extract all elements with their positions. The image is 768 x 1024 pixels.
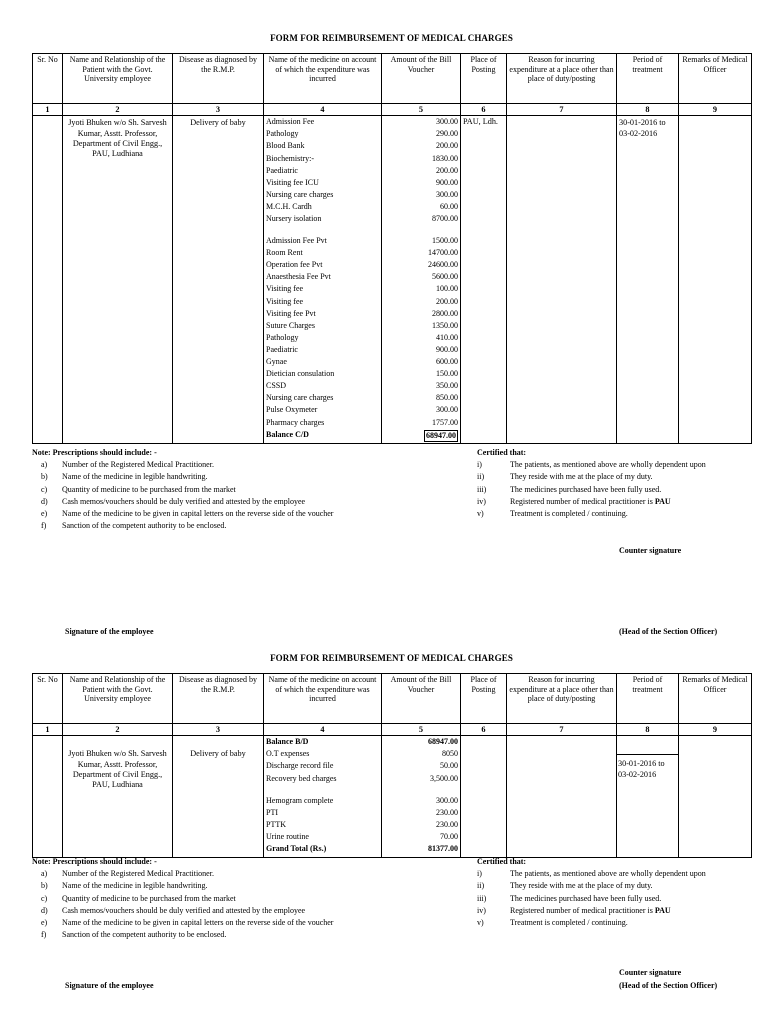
col-number: 8 [617, 724, 679, 736]
medicine-name: Dietician consulation [266, 369, 335, 379]
medicine-name: Suture Charges [266, 320, 315, 330]
header-row [33, 674, 752, 724]
certified-heading: Certified that: [477, 448, 527, 457]
medicine-amount: 200.00 [436, 296, 458, 306]
medicine-name: Balance C/D [266, 429, 309, 439]
prescription-notes [32, 857, 412, 942]
certified-list [477, 460, 768, 521]
prescription-notes [32, 448, 412, 533]
sr-no-cell [33, 116, 63, 443]
balance-total: 68947.00 [426, 430, 456, 440]
note-list [32, 460, 412, 533]
certified-item: iii) The medicines purchased have been fully used. [477, 484, 662, 494]
remarks-cell [679, 116, 752, 443]
col-number: 6 [461, 104, 507, 116]
medicine-name: O.T expenses [266, 749, 310, 759]
col-number: 9 [679, 724, 752, 736]
medicine-amount: 8050 [442, 749, 458, 759]
medicine-amount: 1757.00 [432, 417, 458, 427]
certified-item: v) Treatment is completed / continuing. [477, 508, 628, 518]
section-officer-label: (Head of the Section Officer) [619, 981, 718, 990]
medicine-amount: 1500.00 [432, 236, 458, 246]
medicine-amount: 2800.00 [432, 308, 458, 318]
header-sr-no: Sr. No [33, 674, 63, 724]
medicine-amount: 600.00 [436, 357, 458, 367]
medicine-amount: 70.00 [440, 831, 458, 841]
section-officer-label: (Head of the Section Officer) [619, 627, 718, 636]
col-number: 3 [173, 724, 264, 736]
medicine-name: Urine routine [266, 831, 309, 841]
reimbursement-form-1 [32, 33, 751, 444]
medicine-list [266, 737, 379, 856]
note-item: b) Name of the medicine in legible handwriting. [41, 881, 208, 891]
medicine-name: CSSD [266, 381, 287, 391]
medicine-amount: 900.00 [436, 344, 458, 354]
medicine-name: Visiting fee Pvt [266, 308, 316, 318]
col-number: 4 [264, 724, 382, 736]
col-number: 3 [173, 104, 264, 116]
note-item: f) Sanction of the competent authority to be enclosed. [41, 930, 227, 940]
medicine-amount: 230.00 [436, 819, 458, 829]
col-number: 7 [507, 724, 617, 736]
certified-heading: Certified that: [477, 857, 527, 866]
note-item: f) Sanction of the competent authority to be enclosed. [41, 521, 227, 531]
patient-cell: Jyoti Bhuken w/o Sh. Sarvesh Kumar, Asstt. Professor, Department of Civil Engg., PAU, Ludhiana [63, 736, 173, 858]
header-amount: Amount of the Bill Voucher [382, 674, 461, 724]
medicine-amount: 81377.00 [428, 844, 458, 853]
medicine-name: Balance B/D [266, 737, 309, 747]
medicine-name: PTTK [266, 819, 286, 829]
column-number-row [33, 104, 752, 116]
medicine-name: Biochemistry:- [266, 153, 314, 163]
note-item: a) Number of the Registered Medical Practitioner. [41, 460, 214, 470]
certified-item: iii) The medicines purchased have been fully used. [477, 893, 662, 903]
medicine-name: Anaesthesia Fee Pvt [266, 272, 331, 282]
period-cell: 30-01-2016 to 03-02-2016 [617, 116, 679, 443]
medicine-name: Pathology [266, 332, 299, 342]
header-period: Period of treatment [617, 674, 679, 724]
header-place: Place of Posting [461, 54, 507, 104]
medicine-name: Nursery isolation [266, 214, 322, 223]
medicine-amount: 300.00 [436, 795, 458, 805]
medicine-name: Paediatric [266, 344, 298, 354]
medicine-amount: 8700.00 [432, 214, 458, 223]
medicine-amount: 900.00 [436, 177, 458, 187]
note-heading: Note: Prescriptions should include: - [32, 857, 157, 866]
counter-signature-label: Counter signature [619, 968, 682, 977]
certified-item: ii) They reside with me at the place of my duty. [477, 472, 653, 482]
header-patient: Name and Relationship of the Patient with the Govt. University employee [63, 674, 173, 724]
form-title: FORM FOR REIMBURSEMENT OF MEDICAL CHARGES [270, 33, 513, 43]
medicine-name: Operation fee Pvt [266, 260, 323, 270]
header-disease: Disease as diagnosed by the R.M.P. [173, 674, 264, 724]
medicine-name: PTI [266, 807, 278, 817]
employee-signature-label: Signature of the employee [65, 981, 154, 990]
header-patient: Name and Relationship of the Patient with the Govt. University employee [63, 54, 173, 104]
medicine-amount: 300.00 [436, 405, 458, 415]
medicine-amount: 290.00 [436, 129, 458, 139]
medicine-amount: 200.00 [436, 141, 458, 151]
reimbursement-form-2 [32, 653, 751, 858]
col-number: 7 [507, 104, 617, 116]
col-number: 1 [33, 104, 63, 116]
col-number: 1 [33, 724, 63, 736]
medicine-name: Discharge record file [266, 761, 334, 771]
amount-list [384, 737, 458, 856]
col-number: 2 [63, 724, 173, 736]
medicine-name: Nursing care charges [266, 189, 334, 199]
certified-list [477, 869, 768, 930]
employee-signature-label: Signature of the employee [65, 627, 154, 636]
medicine-amount: 1350.00 [432, 320, 458, 330]
header-place: Place of Posting [461, 674, 507, 724]
medicine-amount: 1830.00 [432, 153, 458, 163]
medicine-name: Room Rent [266, 248, 303, 258]
column-number-row [33, 724, 752, 736]
note-heading: Note: Prescriptions should include: - [32, 448, 157, 457]
certified-item: i) The patients, as mentioned above are wholly dependent upon [477, 869, 706, 879]
note-item: e) Name of the medicine to be given in capital letters on the reverse side of the voucher [41, 917, 334, 927]
medicine-amount: 850.00 [436, 393, 458, 403]
medicine-cell [264, 116, 382, 443]
medicine-name: Gynae [266, 357, 287, 367]
col-number: 9 [679, 104, 752, 116]
medicine-amount: 50.00 [440, 761, 458, 771]
certified-item: i) The patients, as mentioned above are wholly dependent upon [477, 460, 706, 470]
medicine-amount: 14700.00 [428, 248, 458, 258]
medicine-amount: 300.00 [436, 117, 458, 127]
medicine-amount: 68947.00 [428, 737, 458, 747]
amount-cell [382, 736, 461, 858]
header-disease: Disease as diagnosed by the R.M.P. [173, 54, 264, 104]
certified-item: iv) Registered number of medical practitioner is PAU [477, 905, 671, 915]
counter-signature-label: Counter signature [619, 546, 682, 555]
medicine-amount: 24600.00 [428, 260, 458, 270]
note-list [32, 869, 412, 942]
amount-list [384, 117, 458, 441]
medicine-amount: 3,500.00 [430, 773, 458, 783]
medicine-amount: 300.00 [436, 189, 458, 199]
medicine-name: Recovery bed charges [266, 773, 337, 783]
col-number: 2 [63, 104, 173, 116]
col-number: 4 [264, 104, 382, 116]
medicine-amount: 410.00 [436, 332, 458, 342]
certified-item: iv) Registered number of medical practitioner is PAU [477, 496, 671, 506]
medicine-amount: 150.00 [436, 369, 458, 379]
header-row [33, 54, 752, 104]
note-item: d) Cash memos/vouchers should be duly verified and attested by the employee [41, 496, 306, 506]
charges-table [32, 53, 752, 443]
patient-cell: Jyoti Bhuken w/o Sh. Sarvesh Kumar, Asstt. Professor, Department of Civil Engg., PAU, Ludhiana [63, 116, 173, 443]
header-reason: Reason for incurring expenditure at a place other than place of duty/posting [507, 674, 617, 724]
medicine-name: Admission Fee [266, 117, 315, 127]
place-cell [461, 736, 507, 858]
disease-cell: Delivery of baby [173, 116, 264, 443]
remarks-cell [679, 736, 752, 858]
header-medicine: Name of the medicine on account of which the expenditure was incurred [264, 674, 382, 724]
col-number: 5 [382, 724, 461, 736]
header-remarks: Remarks of Medical Officer [679, 674, 752, 724]
medicine-name: Pulse Oxymeter [266, 405, 318, 415]
header-sr-no: Sr. No [33, 54, 63, 104]
medicine-name: Paediatric [266, 165, 298, 175]
data-row [33, 736, 752, 858]
reason-cell [507, 116, 617, 443]
medicine-name: Nursing care charges [266, 393, 334, 403]
note-item: d) Cash memos/vouchers should be duly verified and attested by the employee [41, 905, 306, 915]
medicine-amount [384, 430, 458, 442]
note-item: c) Quantity of medicine to be purchased from the market [41, 893, 236, 903]
col-number: 5 [382, 104, 461, 116]
period-text: 30-01-2016 to 03-02-2016 [618, 759, 665, 779]
medicine-amount: 350.00 [436, 381, 458, 391]
medicine-name: Pathology [266, 129, 299, 139]
medicine-name: Grand Total (Rs.) [266, 844, 327, 853]
certification [477, 448, 768, 521]
medicine-amount: 60.00 [440, 201, 458, 211]
form-title: FORM FOR REIMBURSEMENT OF MEDICAL CHARGES [270, 653, 513, 663]
place-cell: PAU, Ldh. [461, 116, 507, 443]
header-period: Period of treatment [617, 54, 679, 104]
sr-no-cell [33, 736, 63, 858]
amount-cell [382, 116, 461, 443]
disease-cell: Delivery of baby [173, 736, 264, 858]
medicine-name: M.C.H. Cardh [266, 201, 312, 211]
note-item: e) Name of the medicine to be given in capital letters on the reverse side of the voucher [41, 508, 334, 518]
certified-item: ii) They reside with me at the place of my duty. [477, 881, 653, 891]
certified-item: v) Treatment is completed / continuing. [477, 917, 628, 927]
medicine-amount: 200.00 [436, 165, 458, 175]
header-remarks: Remarks of Medical Officer [679, 54, 752, 104]
header-medicine: Name of the medicine on account of which the expenditure was incurred [264, 54, 382, 104]
medicine-amount: 100.00 [436, 284, 458, 294]
note-item: a) Number of the Registered Medical Practitioner. [41, 869, 214, 879]
medicine-amount: 5600.00 [432, 272, 458, 282]
note-item: b) Name of the medicine in legible handwriting. [41, 472, 208, 482]
col-number: 8 [617, 104, 679, 116]
col-number: 6 [461, 724, 507, 736]
medicine-amount: 230.00 [436, 807, 458, 817]
medicine-name: Visiting fee [266, 296, 304, 306]
medicine-list [266, 117, 379, 441]
medicine-cell [264, 736, 382, 858]
header-amount: Amount of the Bill Voucher [382, 54, 461, 104]
charges-table [32, 673, 752, 858]
medicine-name: Pharmacy charges [266, 417, 325, 427]
medicine-name: Visiting fee [266, 284, 304, 294]
medicine-name: Visiting fee ICU [266, 177, 319, 187]
note-item: c) Quantity of medicine to be purchased from the market [41, 484, 236, 494]
reason-cell [507, 736, 617, 858]
period-cell [617, 736, 679, 858]
medicine-name: Hemogram complete [266, 795, 334, 805]
data-row [33, 116, 752, 443]
certification [477, 857, 768, 930]
header-reason: Reason for incurring expenditure at a place other than place of duty/posting [507, 54, 617, 104]
medicine-name: Admission Fee Pvt [266, 236, 327, 246]
medicine-name: Blood Bank [266, 141, 305, 151]
